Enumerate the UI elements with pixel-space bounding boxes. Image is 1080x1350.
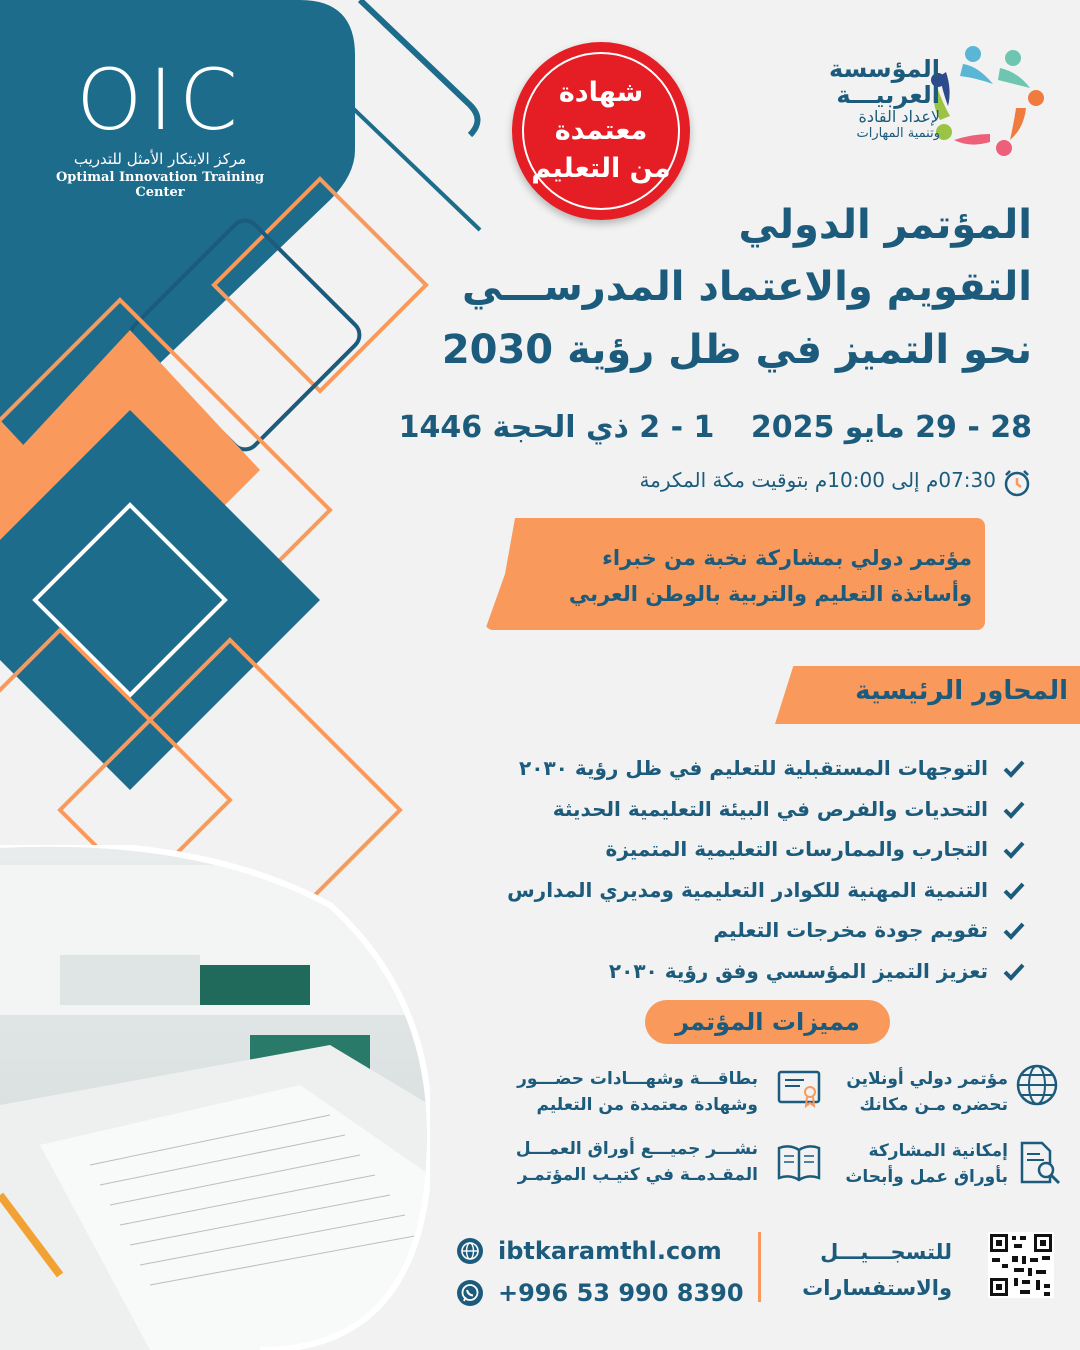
info-line-2: وأساتذة التعليم والتربية بالوطن العربي — [568, 582, 972, 606]
exam-desk-photo — [0, 845, 430, 1350]
check-icon — [1002, 756, 1026, 780]
oic-logo-english: Optimal Innovation Training Center — [55, 170, 265, 200]
whatsapp-icon — [456, 1279, 484, 1307]
alarm-clock-icon — [1002, 468, 1032, 498]
check-icon — [1002, 918, 1026, 942]
open-book-icon — [776, 1140, 822, 1186]
feature-publish-line-1: نشـــر جميـــع أوراق العمـــل — [515, 1139, 758, 1159]
axis-item-2: التحديات والفرص في البيئة التعليمية الحديثة — [552, 796, 988, 821]
feature-publish — [516, 1136, 758, 1188]
title-line-3: نحو التميز في ظل رؤية 2030 — [441, 327, 1032, 373]
certificate-icon — [776, 1066, 822, 1112]
feature-papers-line-1: إمكانية المشاركة — [868, 1141, 1008, 1161]
features-title: مميزات المؤتمر — [675, 1008, 860, 1036]
check-icon — [1002, 797, 1026, 821]
axes-title: المحاور الرئيسية — [855, 676, 1068, 706]
feature-certificate — [517, 1066, 758, 1118]
check-icon — [1002, 878, 1026, 902]
register-line-1: للتسجـــيـــل — [820, 1240, 952, 1264]
badge-line-2: معتمدة — [554, 115, 648, 146]
axes-list — [507, 748, 1026, 991]
check-icon — [1002, 837, 1026, 861]
feature-online — [846, 1066, 1008, 1118]
globe-icon — [1014, 1062, 1060, 1108]
list-item — [507, 910, 1026, 951]
register-text — [802, 1234, 952, 1306]
footer-divider — [758, 1232, 761, 1302]
feature-papers-line-2: بأوراق عمل وأبحاث — [845, 1167, 1008, 1187]
list-item — [507, 789, 1026, 830]
axis-item-4: التنمية المهنية للكوادر التعليمية ومديري المدارس — [507, 877, 988, 902]
title-line-1: المؤتمر الدولي — [738, 202, 1032, 248]
phone-number[interactable]: +996 53 990 8390 — [498, 1279, 744, 1307]
conference-dates — [373, 410, 1032, 445]
feature-online-line-2: تحضره مـن مكانك — [859, 1095, 1008, 1115]
conference-time: 07:30م إلى 10:00م بتوقيت مكة المكرمة — [639, 468, 996, 492]
globe-icon — [456, 1237, 484, 1265]
institute-line-4: وتنمية المهارات — [856, 126, 940, 141]
oic-logo — [40, 51, 280, 200]
phone-row[interactable] — [456, 1272, 744, 1314]
date-hijri: 1 - 2 ذي الحجة 1446 — [398, 410, 715, 445]
feature-cert-line-2: وشهادة معتمدة من التعليم — [536, 1095, 758, 1115]
axis-item-5: تقويم جودة مخرجات التعليم — [713, 918, 988, 943]
oic-logo-mark: OIC — [76, 51, 244, 149]
badge-line-1: شهادة — [558, 77, 644, 108]
info-line-1: مؤتمر دولي بمشاركة نخبة من خبراء — [602, 546, 972, 570]
document-search-icon — [1016, 1140, 1062, 1186]
institute-logo-text — [829, 56, 940, 142]
website-row[interactable] — [456, 1230, 744, 1272]
feature-cert-line-1: بطاقـــة وشهـــادات حضـــور — [517, 1069, 758, 1089]
list-item — [507, 748, 1026, 789]
contact-info — [456, 1230, 744, 1314]
feature-online-line-1: مؤتمر دولي أونلاين — [846, 1069, 1008, 1089]
conference-title — [392, 195, 1032, 381]
axis-item-3: التجارب والممارسات التعليمية المتميزة — [605, 837, 988, 862]
register-line-2: والاستفسارات — [802, 1276, 952, 1300]
title-line-2: التقويم والاعتماد المدرســـي — [461, 264, 1032, 310]
date-gregorian: 28 - 29 مايو 2025 — [750, 410, 1032, 445]
axis-item-1: التوجهات المستقبلية للتعليم في ظل رؤية ٢٠٣٠ — [519, 756, 988, 781]
website-link[interactable]: ibtkaramthl.com — [498, 1237, 722, 1265]
list-item — [507, 951, 1026, 992]
axis-item-6: تعزيز التميز المؤسسي وفق رؤية ٢٠٣٠ — [608, 958, 988, 983]
institute-line-3: لإعداد القادة — [858, 107, 940, 126]
oic-logo-arabic: مركز الابتكار الأمثل للتدريب — [73, 150, 247, 168]
institute-line-2: العربيـــة — [836, 81, 940, 109]
features-header — [645, 1000, 890, 1044]
badge-line-3: من التعليم — [531, 153, 671, 184]
certified-badge — [512, 42, 690, 220]
list-item — [507, 870, 1026, 911]
institute-line-1: المؤسسة — [829, 55, 940, 83]
feature-publish-line-2: المقـدمـة في كتيـب المؤتمـر — [517, 1165, 758, 1185]
feature-papers — [845, 1138, 1008, 1190]
check-icon — [1002, 959, 1026, 983]
info-text — [569, 540, 972, 612]
list-item — [507, 829, 1026, 870]
qr-code[interactable] — [988, 1232, 1054, 1298]
